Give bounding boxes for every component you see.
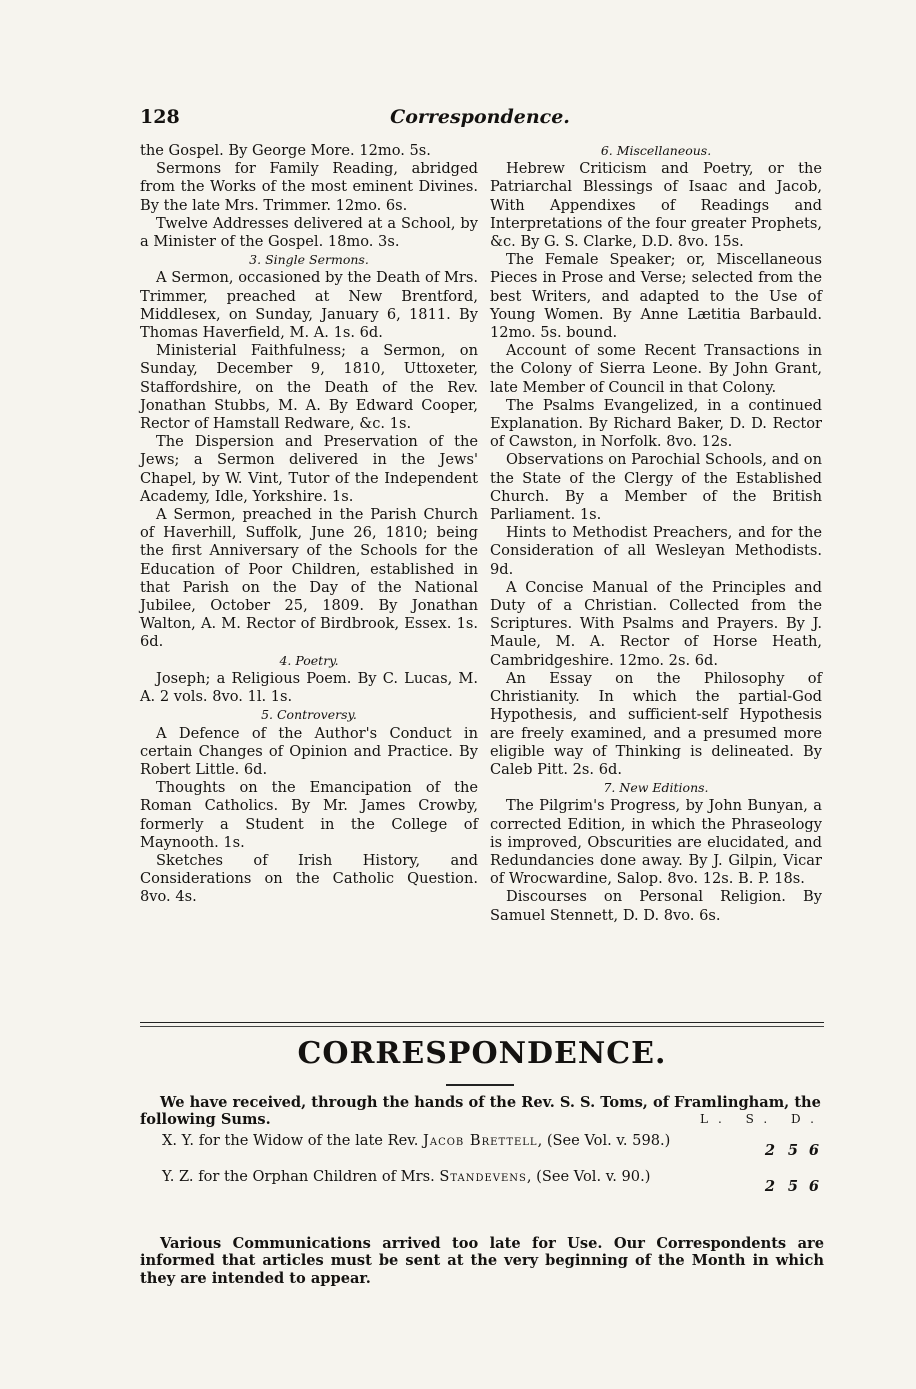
list-item: A Concise Manual of the Principles and Duty of a Christian. Collected from the Scriptures. With Psalms and Prayers. By J. Maule, M. A. Rector of Horse Heath, Cambridgeshire. 12mo. 2s. 6d. bbox=[490, 578, 822, 669]
list-item: Account of some Recent Transactions in the Colony of Sierra Leone. By John Grant, late Member of Council in that Colony. bbox=[490, 342, 822, 396]
list-item: A Sermon, preached in the Parish Church of Haverhill, Suffolk, June 26, 1810; being the first Anniversary of the Schools for the Education of Poor Children, established in that Parish on the Day of the National Jubilee, October 25, 1809. By Jonathan Walton, A. M. Rector of Birdbrook, Essex. 1s. 6d. bbox=[140, 506, 478, 651]
list-item: The Female Speaker; or, Miscellaneous Pieces in Prose and Verse; selected from the best Writers, and adapted to the Use of Young Women. By Anne Lætitia Barbauld. 12mo. 5s. bound. bbox=[490, 251, 822, 342]
list-item: Sermons for Family Reading, abridged from the Works of the most eminent Divines. By the late Mrs. Trimmer. 12mo. 6s. bbox=[140, 160, 478, 214]
list-item: Hebrew Criticism and Poetry, or the Patriarchal Blessings of Isaac and Jacob, With Appendixes of Readings and Interpretations of the four greater Prophets, &c. By G. S. Clarke, D.D. 8vo. 15s. bbox=[490, 160, 822, 251]
sum-description: X. Y. for the Widow of the late Rev. Jacob Brettell, (See Vol. v. 598.) bbox=[162, 1132, 671, 1149]
page-number: 128 bbox=[140, 106, 180, 128]
list-item: Observations on Parochial Schools, and on the State of the Clergy of the Established Church. By a Member of the British Parliament. 1s. bbox=[490, 451, 822, 524]
left-column bbox=[140, 142, 478, 907]
section-divider-thin bbox=[140, 1026, 824, 1027]
running-title: Correspondence. bbox=[390, 106, 570, 128]
list-item: the Gospel. By George More. 12mo. 5s. bbox=[140, 142, 431, 159]
list-item: Hints to Methodist Preachers, and for the Consideration of all Wesleyan Methodists. 9d. bbox=[490, 524, 822, 578]
list-item: Twelve Addresses delivered at a School, by a Minister of the Gospel. 18mo. 3s. bbox=[140, 214, 478, 251]
page-header bbox=[140, 106, 820, 134]
section-heading-new-editions: 7. New Editions. bbox=[603, 780, 709, 796]
correspondence-sums bbox=[140, 1094, 824, 1194]
pence-value: 6 bbox=[808, 1178, 820, 1195]
list-item: The Pilgrim's Progress, by John Bunyan, a corrected Edition, in which the Phraseology is improved, Obscurities are elucidated, and Redundancies done away. By J. Gilpin, Vicar of Wrocwardine, Salop. 8vo. 12s. B. P. 18s. bbox=[490, 797, 822, 888]
pounds-value: 2 bbox=[764, 1178, 776, 1195]
list-item: Discourses on Personal Religion. By Samuel Stennett, D. D. 8vo. 6s. bbox=[490, 888, 822, 924]
pence-value: 6 bbox=[808, 1142, 820, 1159]
list-item: An Essay on the Philosophy of Christianity. In which the partial-God Hypothesis, and sufficient-self Hypothesis are freely examined, and a presumed more eligible way of Thinking is delineated. By Caleb Pitt. 2s. 6d. bbox=[490, 669, 822, 778]
section-heading-poetry: 4. Poetry. bbox=[279, 652, 339, 668]
right-column bbox=[490, 142, 822, 925]
list-item: Sketches of Irish History, and Considerations on the Catholic Question. 8vo. 4s. bbox=[140, 851, 478, 906]
list-item: A Sermon, occasioned by the Death of Mrs. Trimmer, preached at New Brentford, Middlesex, on Sunday, January 6, 1811. By Thomas Haverfield, M. A. 1s. 6d. bbox=[140, 269, 478, 342]
shillings-value: 5 bbox=[787, 1178, 799, 1195]
correspondence-title: CORRESPONDENCE. bbox=[297, 1036, 667, 1071]
list-item: A Defence of the Author's Conduct in certain Changes of Opinion and Practice. By Robert Little. 6d. bbox=[140, 724, 478, 778]
sum-description: Y. Z. for the Orphan Children of Mrs. Standevens, (See Vol. v. 90.) bbox=[162, 1168, 651, 1185]
list-item: Ministerial Faithfulness; a Sermon, on Sunday, December 9, 1810, Uttoxeter, Staffordshire, on the Death of the Rev. Jonathan Stubbs, M. A. By Edward Cooper, Rector of Hamstall Redware, &c. 1s. bbox=[140, 342, 478, 433]
list-item: Joseph; a Religious Poem. By C. Lucas, M. A. 2 vols. 8vo. 1l. 1s. bbox=[140, 669, 478, 706]
correspondents-notice: Various Communications arrived too late for Use. Our Correspondents are informed that articles must be sent at the very beginning of the Month in which they are intended to appear. bbox=[140, 1234, 824, 1287]
pounds-value: 2 bbox=[764, 1142, 776, 1159]
currency-header: L. S. D. bbox=[699, 1112, 824, 1126]
section-heading-single-sermons: 3. Single Sermons. bbox=[249, 252, 369, 268]
list-item: The Dispersion and Preservation of the Jews; a Sermon delivered in the Jews' Chapel, by W. Vint, Tutor of the Independent Academy, Idle, Yorkshire. 1s. bbox=[140, 433, 478, 505]
list-item: The Psalms Evangelized, in a continued Explanation. By Richard Baker, D. D. Rector of Cawston, in Norfolk. 8vo. 12s. bbox=[490, 396, 822, 451]
section-heading-controversy: 5. Controversy. bbox=[261, 707, 357, 723]
section-divider bbox=[140, 1022, 824, 1023]
section-heading-miscellaneous: 6. Miscellaneous. bbox=[600, 143, 712, 158]
title-underline bbox=[446, 1084, 514, 1086]
list-item: Thoughts on the Emancipation of the Roman Catholics. By Mr. James Crowby, formerly a Student in the College of Maynooth. 1s. bbox=[140, 779, 478, 851]
shillings-value: 5 bbox=[787, 1142, 799, 1159]
correspondence-intro: We have received, through the hands of the Rev. S. S. Toms, of Framlingham, the following Sums. bbox=[140, 1094, 821, 1128]
